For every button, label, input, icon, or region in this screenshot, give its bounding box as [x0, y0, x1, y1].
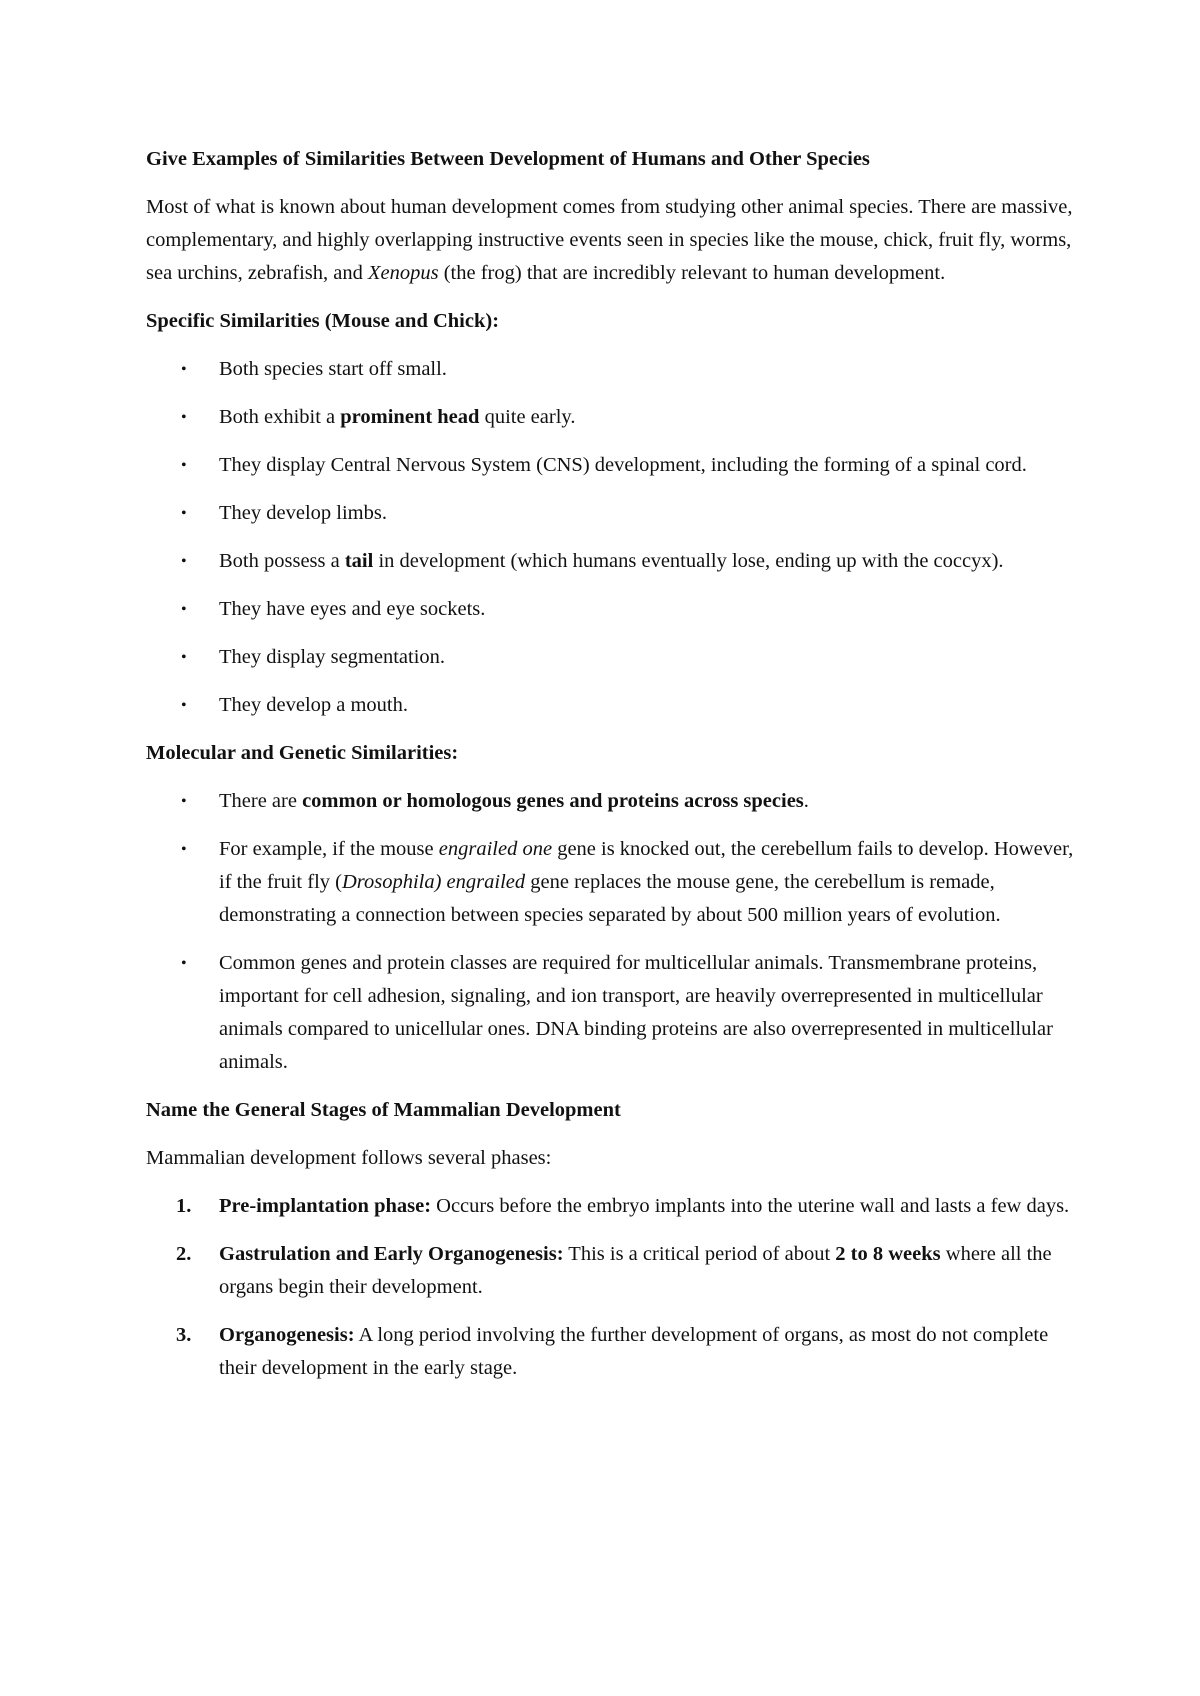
section-heading-stages: Name the General Stages of Mammalian Development	[146, 1099, 621, 1121]
list-item: • They display Central Nervous System (CNS) development, including the forming of a spinal cord.	[146, 449, 1076, 482]
list-item: • For example, if the mouse engrailed one gene is knocked out, the cerebellum fails to develop. However, if the fruit fly (Drosophila) engrailed gene replaces the mouse gene, the cerebellum is remade, demonstrating a connection between species separated by about 500 million years of evolution.	[146, 833, 1076, 932]
list-number: 3.	[176, 1324, 192, 1346]
list-item: • They develop a mouth.	[146, 689, 1076, 722]
list-item: • Both exhibit a prominent head quite early.	[146, 401, 1076, 434]
list-item: • There are common or homologous genes and proteins across species.	[146, 785, 1076, 818]
intro-paragraph: Most of what is known about human development comes from studying other animal species. There are massive, complementary, and highly overlapping instructive events seen in species like the mouse, chick, fruit fly, worms, sea urchins, zebrafish, and Xenopus (the frog) that are incredibly relevant to human development.	[146, 196, 1073, 284]
bullet-marker: •	[181, 409, 187, 426]
subheading-specific-similarities: Specific Similarities (Mouse and Chick):	[146, 310, 500, 332]
list-item: 2. Gastrulation and Early Organogenesis: This is a critical period of about 2 to 8 weeks where all the organs begin their development.	[146, 1238, 1076, 1304]
list-item: • Both possess a tail in development (which humans eventually lose, ending up with the coccyx).	[146, 545, 1076, 578]
molecular-similarities-list	[146, 785, 1076, 1079]
bullet-marker: •	[181, 697, 187, 714]
bullet-marker: •	[181, 553, 187, 570]
bullet-marker: •	[181, 649, 187, 666]
bullet-marker: •	[181, 505, 187, 522]
document-body	[146, 143, 1076, 1400]
bullet-marker: •	[181, 601, 187, 618]
list-item: • They have eyes and eye sockets.	[146, 593, 1076, 626]
bullet-marker: •	[181, 457, 187, 474]
list-item: • They display segmentation.	[146, 641, 1076, 674]
bullet-marker: •	[181, 955, 187, 972]
bullet-marker: •	[181, 841, 187, 858]
list-item: • Both species start off small.	[146, 353, 1076, 386]
stages-list	[146, 1190, 1076, 1385]
list-item: • Common genes and protein classes are required for multicellular animals. Transmembrane proteins, important for cell adhesion, signaling, and ion transport, are heavily overrepresented in multicellular animals compared to unicellular ones. DNA binding proteins are also overrepresented in multicellular animals.	[146, 947, 1076, 1079]
bullet-marker: •	[181, 793, 187, 810]
list-item: 1. Pre-implantation phase: Occurs before the embryo implants into the uterine wall and lasts a few days.	[146, 1190, 1076, 1223]
subheading-molecular-similarities: Molecular and Genetic Similarities:	[146, 742, 459, 764]
stages-intro-paragraph: Mammalian development follows several phases:	[146, 1147, 552, 1169]
section-heading-similarities: Give Examples of Similarities Between Development of Humans and Other Species	[146, 148, 870, 170]
bullet-marker: •	[181, 361, 187, 378]
list-number: 2.	[176, 1243, 192, 1265]
list-item: 3. Organogenesis: A long period involving the further development of organs, as most do not complete their development in the early stage.	[146, 1319, 1076, 1385]
specific-similarities-list	[146, 353, 1076, 722]
list-item: • They develop limbs.	[146, 497, 1076, 530]
list-number: 1.	[176, 1195, 192, 1217]
